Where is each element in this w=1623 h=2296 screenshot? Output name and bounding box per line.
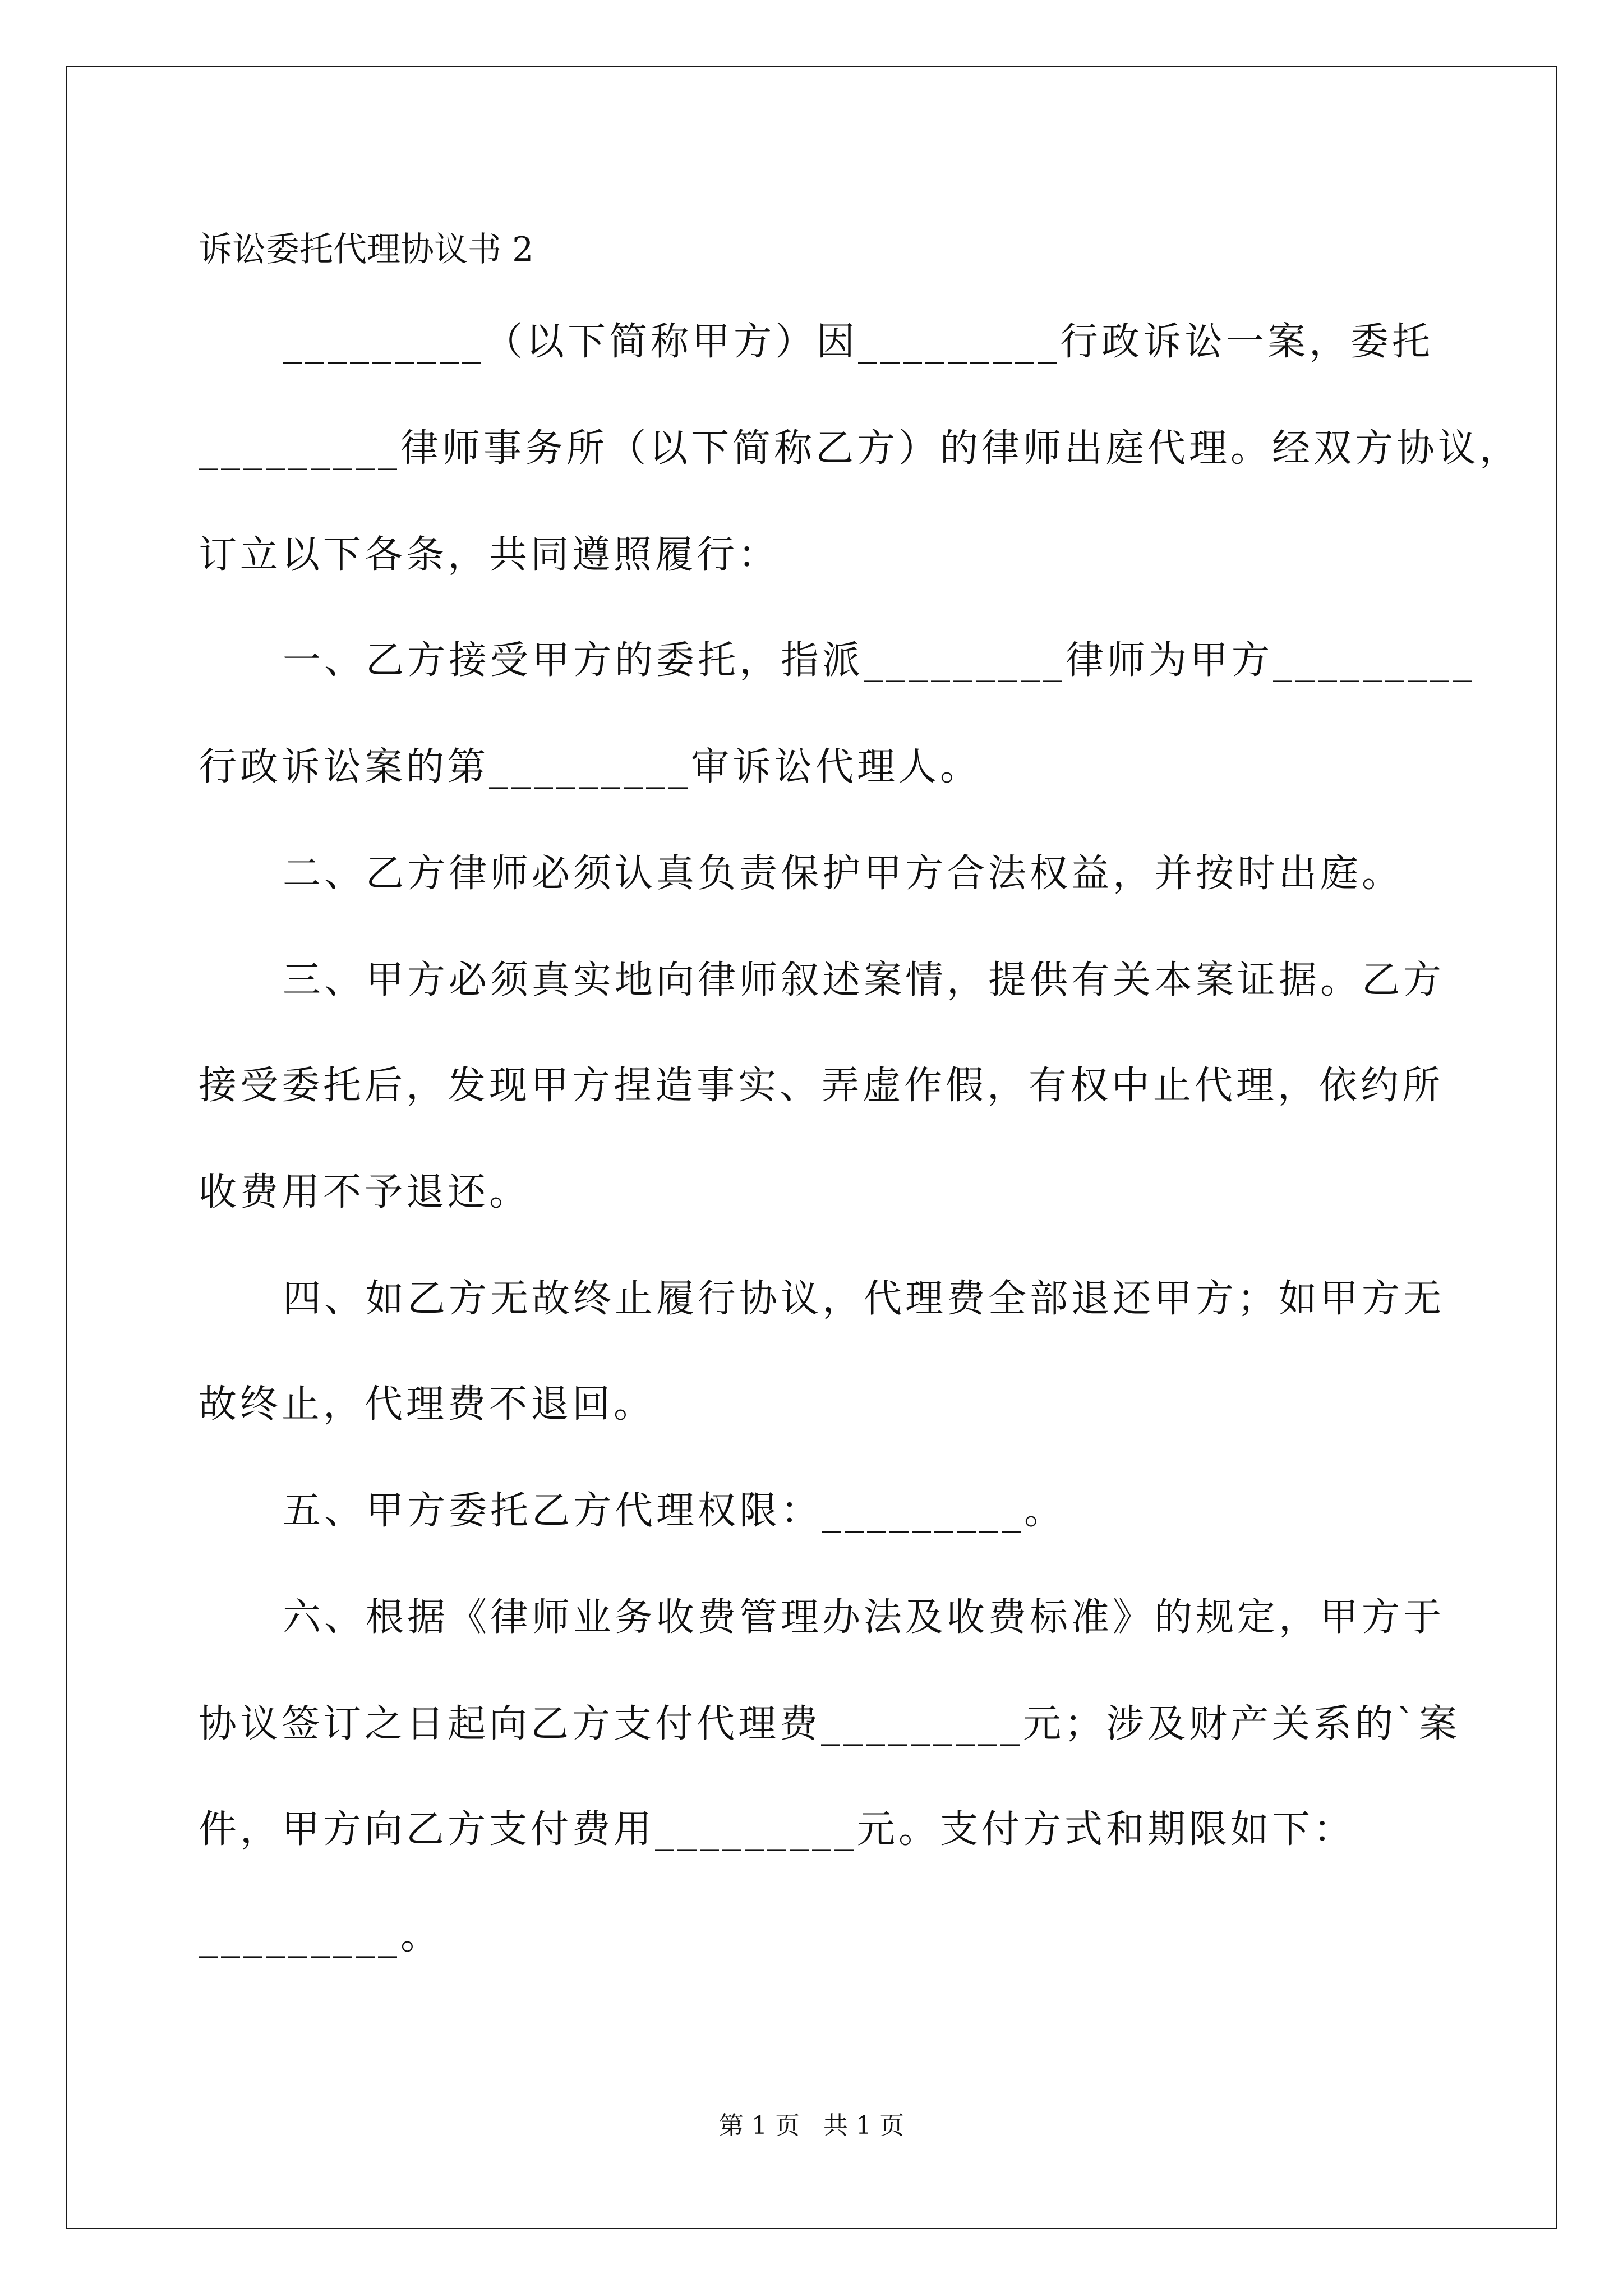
document-title: 诉讼委托代理协议书 2	[199, 230, 534, 269]
clause-4-line: 四、如乙方无故终止履行协议，代理费全部退还甲方；如甲方无	[283, 1277, 1445, 1321]
clause-3-line: 三、甲方必须真实地向律师叙述案情，提供有关本案证据。乙方	[283, 958, 1445, 1002]
paragraph-line: _________（以下简称甲方）因_________行政诉讼一案，委托	[283, 320, 1434, 364]
clause-1-line: 一、乙方接受甲方的委托，指派_________律师为甲方_________	[283, 638, 1476, 683]
paragraph-line: _________律师事务所（以下简称乙方）的律师出庭代理。经双方协议，	[199, 426, 1521, 471]
clause-2-line: 二、乙方律师必须认真负责保护甲方合法权益，并按时出庭。	[283, 852, 1404, 896]
clause-3-line: 收费用不予退还。	[199, 1170, 531, 1214]
clause-3-line: 接受委托后，发现甲方捏造事实、弄虚作假，有权中止代理，依约所	[199, 1064, 1444, 1108]
clause-6-line: 件，甲方向乙方支付费用_________元。支付方式和期限如下：	[199, 1807, 1355, 1852]
clause-6-line: _________。	[199, 1914, 442, 1958]
clause-6-line: 协议签订之日起向乙方支付代理费_________元；涉及财产关系的`案	[199, 1702, 1461, 1746]
clause-1-line: 行政诉讼案的第_________审诉讼代理人。	[199, 745, 982, 789]
clause-4-line: 故终止，代理费不退回。	[199, 1382, 656, 1427]
paragraph-line: 订立以下各条，共同遵照履行：	[199, 533, 780, 577]
page-footer: 第 1 页 共 1 页	[719, 2111, 904, 2140]
clause-5-line: 五、甲方委托乙方代理权限：_________。	[283, 1489, 1066, 1533]
page-border	[66, 66, 1557, 2229]
clause-6-line: 六、根据《律师业务收费管理办法及收费标准》的规定，甲方于	[283, 1595, 1445, 1640]
